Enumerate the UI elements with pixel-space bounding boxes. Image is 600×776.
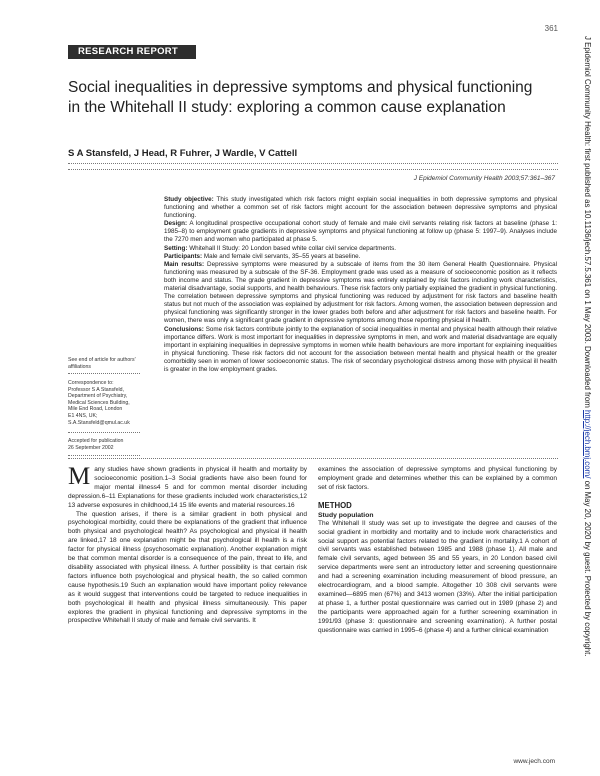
article-title: Social inequalities in depressive symptoms and physical functioning in the Whitehall II study: exploring a common cause explanation [68,79,533,116]
section-tag: RESEARCH REPORT [68,45,196,59]
divider [68,373,140,374]
conclusions-text: Some risk factors contribute jointly to the explanation of social inequalities in mental and physical health although their relative importance differs. Work is most important for inequalities in depressive symptoms in men, and work and material disadvantage are equally important in explaining inequalities in depressive symptoms in women while health behaviours are more important for explaining inequalities in physical functioning. These risk factors did not account for the association between mental health and physical health or the greater comorbidity seen in women of lower socioeconomic status. The risk of secondary psychological distress among those with physical ill health is greater in the low employment grades. [164,325,557,373]
correspondence-line: Professor S A Stansfeld, [68,386,124,393]
correspondence [68,380,148,426]
paragraph: The Whitehall II study was set up to investigate the degree and causes of the social gradient in morbidity and mortality and to include work characteristics and social support as potential factors related to the gradient in mortality.1 A cohort of civil servants was established between 1985 and 1988 (phase 1). All male and female civil servants, aged between 35 and 55 years, in 20 London based civil service departments were sent an introductory letter and screening questionnaire and had a screening examination including measurement of blood pressure, an electrocardiogram, and a blood sample. Altogether 10 308 civil servants were examined—6895 men (67%) and 3413 women (33%). After the initial participation at phase 1, a further postal questionnaire was carried out in 1989 (phase 2) and the participants were approached again for a further screening examination in 1991/93 (phase 3: questionnaire and screening examination). A further postal questionnaire was carried in 1995–6 (phase 4) and a further clinical examination [318,519,557,634]
intro-paragraph [68,463,307,511]
abstract-results [164,261,557,326]
setting-text: Whitehall II Study: 20 London based white collar civil service departments. [189,244,397,252]
results-label: Main results: [164,260,205,268]
participants-text: Male and female civil servants, 35–55 years at baseline. [203,252,361,260]
page-number: 361 [544,24,558,33]
design-label: Design: [164,220,188,228]
banner-suffix: on May 20, 2020 by guest. Protected by copyright. [583,478,592,657]
dropcap: M [68,463,91,490]
results-text: Depressive symptoms were measured by a subscale of items from the 30 item General Health Questionnaire. Physical functioning was measured by a subscale of the SF-36. Employment grade was used as a measure of socioeconomic position as it reflects both income and status. The grade gradient in depressive symptoms was entirely explained by risk factors including work characteristics, material disadvantage, social supports, and health behaviours. These risk factors only partially explained the gradient in physical functioning. The correlation between depressive symptoms and physical functioning was reduced by adjustment for risk factors and baseline health status but not much of the association was explained by adjustment for risk factors. Among women, the association between depression and physical functioning was significantly stronger in the lower grades both before and after adjustment for risk factors and baseline health. For women, there was only a significant grade gradient in depressive symptoms among those reporting physical ill health. [164,260,557,325]
divider [68,169,558,170]
side-banner-text [583,36,592,657]
section-heading: METHOD [318,500,352,510]
banner-prefix: J Epidemiol Community Health: first published as 10.1136/jech.57.5.361 on 1 May 2003. Downloaded from [583,36,592,410]
subsection-heading: Study population [318,511,374,519]
abstract-setting [164,245,557,253]
paragraph: The question arises, if there is a similar gradient in both physical and psychological morbidity, could there be explanations of the gradient that influence both physical and psychological health? As psychological and physical ill health are linked,17 18 one explanation might be that psychological ill health is a risk factor for physical illness (psychosomatic explanation). Another explanation might be that common mental disorder is a consequence of the pain, threat to life, and disability associated with physical illness. A further possibility is that certain risk factors influence both psychological and physical health, the so called common cause hypothesis.19 Such an explanation would have important policy relevance as it would suggest that interventions could be targeted to reduce inequalities in both psychological ill health and physical illness simultaneously. This paper explores the gradient in physical functioning and depressive symptoms in the prospective Whitehall II study of male and female civil servants. It [68,510,307,625]
accepted-line: Accepted for publication [68,438,124,444]
abstract-participants [164,253,557,261]
spacer [318,493,557,501]
correspondence-line: Mile End Road, London [68,406,123,413]
correspondence-line: Medical Sciences Building, [68,399,130,406]
abstract [164,196,557,374]
divider [68,163,558,164]
correspondence-line: Department of Psychiatry, [68,393,128,400]
correspondence-line: Correspondence to: [68,380,114,386]
abstract-design [164,220,557,244]
correspondence-line: E1 4NS, UK; [68,412,98,419]
divider [68,432,140,433]
objective-label: Study objective: [164,196,214,203]
abstract-conclusions [164,326,557,375]
body-right-column [318,466,557,636]
accepted-line: 26 September 2002 [68,444,114,451]
intro-text: any studies have shown gradients in physical ill health and mortality by socioeconomic position.1–3 Social gradients have also been found for major mental illness4 5 and for common mental disorder including depression.6–11 Explanations for these gradients included work characteristics,12 13 adverse exposures in childhood,14 15 life events and material resources.16 [68,466,307,509]
journal-citation: J Epidemiol Community Health 2003;57:361–367 [413,175,555,182]
abstract-objective [164,196,557,220]
conclusions-label: Conclusions: [164,325,204,333]
setting-label: Setting: [164,244,188,252]
design-text: A longitudinal prospective occupational cohort study of female and male civil servants relating risk factors at baseline (phase 1: 1985–8) to employment grade gradients in depressive symptoms and physical functioning at follow up (phase 5: 1997–9). Analyses include the 7270 men and women who participated at phase 5. [164,220,557,244]
divider [68,458,558,459]
paragraph: examines the association of depressive symptoms and physical functioning by employment grade and determines whether this can be explained by a common set of risk factors. [318,466,557,491]
banner-link[interactable]: http://jech.bmj.com/ [583,410,592,479]
objective-text: This study investigated which risk factors might explain social inequalities in both depressive symptoms and physical functioning and whether a common set of risk factors might account for the association between depressive symptoms and physical functioning. [164,196,557,220]
side-banner [580,36,594,746]
correspondence-email[interactable]: S.A.Stansfeld@qmul.ac.uk [68,419,130,426]
article-authors: S A Stansfeld, J Head, R Fuhrer, J Wardle, V Cattell [68,148,298,159]
footer-site: www.jech.com [513,758,555,765]
body-left-column [68,463,307,626]
divider [68,455,140,456]
accepted-date [68,438,148,451]
participants-label: Participants: [164,252,203,260]
affiliations-note: See end of article for authors' affiliations [68,357,136,370]
